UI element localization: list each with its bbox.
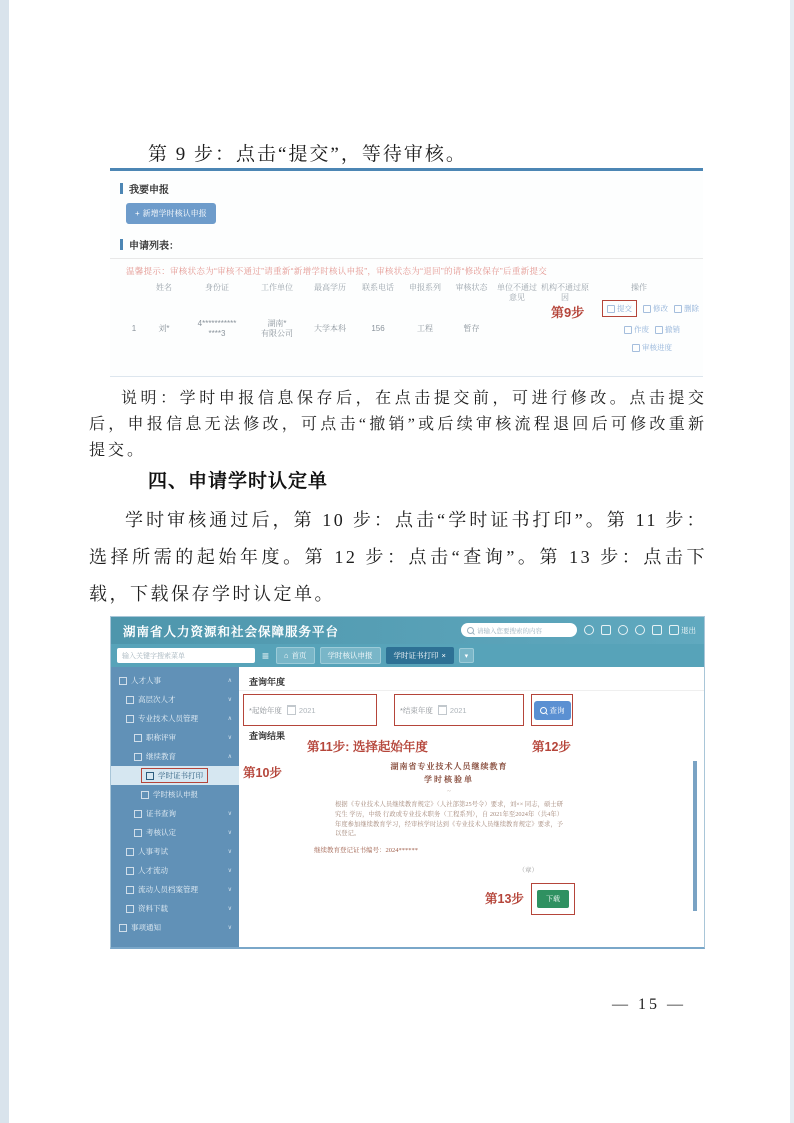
more-tabs-button[interactable]: ▾ (459, 648, 474, 663)
menu-item-icon (134, 734, 142, 742)
revoke-button[interactable]: 撤销 (655, 324, 680, 335)
sidebar-item-credit-declare[interactable]: 学时核认申报 (111, 785, 239, 804)
menu-item-icon (141, 791, 149, 799)
step10-highlight-box: 学时证书打印 (141, 768, 208, 783)
status-badge: 暂存 (463, 324, 480, 334)
divider (110, 258, 703, 259)
chevron-icon: ∧ (227, 678, 232, 684)
scrollbar[interactable] (693, 761, 697, 911)
plus-icon: + (135, 209, 140, 218)
main-panel (239, 667, 704, 947)
col-status: 审核状态 (455, 283, 488, 292)
chevron-icon: ∧ (227, 754, 232, 760)
query-result-heading: 查询结果 (249, 731, 286, 741)
fullscreen-icon[interactable] (601, 625, 611, 635)
tab-home[interactable]: ⌂ 首页 (276, 647, 315, 664)
col-series: 申报系列 (409, 283, 441, 292)
end-year-field[interactable]: *结束年度 2021 (400, 705, 467, 715)
certificate-title-line1: 湖南省专业技术人员继续教育 (390, 762, 508, 771)
menu-item-icon (126, 848, 134, 856)
sidebar-item-professional-mgmt[interactable]: 专业技术人员管理 ∧ (111, 709, 239, 728)
search-icon (467, 627, 474, 634)
col-degree: 最高学历 (314, 283, 346, 292)
delete-button[interactable]: 删除 (674, 303, 699, 314)
edit-button[interactable]: 修改 (643, 303, 668, 314)
menu-item-icon (119, 924, 127, 932)
section-bar-icon (120, 239, 123, 250)
menu-item-icon (119, 677, 127, 685)
sidebar-item-continuing-education[interactable]: 继续教育 ∧ (111, 747, 239, 766)
logout-button[interactable]: 退出 (669, 625, 696, 636)
certificate-title-line2: 学时核验单 (424, 775, 474, 784)
new-application-button[interactable]: + 新增学时核认申报 (126, 203, 216, 224)
page-number: — 15 — (612, 996, 686, 1013)
menu-item-icon (126, 867, 134, 875)
submit-icon (607, 305, 615, 313)
query-year-heading: 查询年度 (249, 677, 286, 687)
scan-edge-left (0, 0, 9, 1123)
menu-search-input[interactable]: 输入关键字搜索菜单 (117, 648, 255, 663)
volume-icon[interactable] (618, 625, 628, 635)
step11-highlight-box-start-year (243, 694, 377, 726)
highlight-box-end-year (394, 694, 524, 726)
chevron-icon: ∨ (227, 849, 232, 855)
col-phone: 联系电话 (362, 283, 394, 292)
menu-icon[interactable]: ≡ (262, 648, 270, 663)
sidebar-item-talent-hr[interactable]: 人才人事 ∧ (111, 671, 239, 690)
step12-highlight-box-query (531, 694, 573, 726)
void-icon (624, 326, 632, 334)
help-icon[interactable] (652, 625, 662, 635)
download-button[interactable]: 下载 (537, 890, 569, 908)
col-name: 姓名 (156, 283, 172, 292)
tab-credit-declare[interactable]: 学时核认申报 (320, 647, 381, 664)
sidebar-item-exams[interactable]: 人事考试 ∨ (111, 842, 239, 861)
void-button[interactable]: 作废 (624, 324, 649, 335)
list-section-heading: 申请列表： (120, 237, 179, 252)
step9-annotation: 第9步 (551, 305, 585, 320)
col-id: 身份证 (205, 283, 229, 292)
step11-annotation: 第11步: 选择起始年度 (307, 740, 428, 754)
query-button[interactable]: 查询 (534, 701, 571, 720)
chevron-icon: ∨ (227, 697, 232, 703)
sidebar-item-assessment[interactable]: 考核认定 ∨ (111, 823, 239, 842)
chevron-icon: ∨ (227, 735, 232, 741)
menu-item-icon (134, 753, 142, 761)
calendar-icon (438, 705, 447, 715)
certificate-mark: ~ (447, 789, 451, 795)
col-unit-opinion: 单位不通过意见 (497, 283, 537, 302)
step13-annotation: 第13步 (485, 892, 524, 906)
divider (239, 690, 704, 691)
edit-icon (643, 305, 651, 313)
global-search-input[interactable]: 请输入您要搜索的内容 (461, 623, 577, 637)
col-actions: 操作 (631, 283, 647, 292)
certificate-preview (294, 761, 604, 874)
platform-screenshot (110, 616, 705, 949)
chevron-icon: ∨ (227, 925, 232, 931)
sidebar-item-certificate-query[interactable]: 证书查询 ∨ (111, 804, 239, 823)
tab-certificate-print[interactable]: 学时证书打印 × (386, 647, 454, 664)
chevron-icon: ∨ (227, 906, 232, 912)
step9-heading: 第 9 步：点击“提交”，等待审核。 (148, 144, 467, 165)
logout-icon (669, 625, 679, 635)
chevron-icon: ∧ (227, 716, 232, 722)
col-company: 工作单位 (261, 283, 293, 292)
sidebar-item-archives[interactable]: 流动人员档案管理 ∨ (111, 880, 239, 899)
menu-item-icon (126, 905, 134, 913)
start-year-field[interactable]: *起始年度 2021 (249, 705, 316, 715)
menu-item-icon (126, 715, 134, 723)
home-icon: ⌂ (284, 651, 289, 660)
menu-item-icon (146, 772, 154, 780)
platform-header (111, 617, 704, 644)
table-row: 1 刘* 4*********** ****3 湖南* 有限公司 大学本科 156 工程 暂存 (125, 319, 688, 340)
user-icon[interactable] (635, 625, 645, 635)
certificate-body-text: 根据《专业技术人员继续教育规定》（人社部第25号令）要求，刘×× 同志，硕士研究生 学历，中级 行政或专业技术职务（工程系列），自 2021年至2024年（共4年）年度参加继续教育学习，经审核学时达到《专业技术人员继续教育规定》要求，予以登记。 (335, 801, 563, 838)
sidebar-item-talent-flow[interactable]: 人才流动 ∨ (111, 861, 239, 880)
sidebar-item-certificate-print[interactable] (111, 766, 239, 785)
review-progress-button[interactable]: 审核进度 (632, 342, 672, 353)
platform-title: 湖南省人力资源和社会保障服务平台 (123, 624, 340, 639)
steps-paragraph: 学时审核通过后，第 10 步：点击“学时证书打印”。第 11 步：选择所需的起始年度。第 12 步：点击“查询”。第 13 步：点击下载，下载保存学时认定单。 (89, 510, 707, 604)
step10-annotation: 第10步 (243, 766, 282, 780)
chevron-icon: ∨ (227, 868, 232, 874)
progress-icon (632, 344, 640, 352)
revoke-icon (655, 326, 663, 334)
step12-annotation: 第12步 (532, 740, 571, 754)
menu-item-icon (134, 810, 142, 818)
row-actions (602, 300, 702, 353)
menu-item-icon (126, 696, 134, 704)
calendar-icon (287, 705, 296, 715)
menu-item-icon (126, 886, 134, 894)
section4-heading: 四、申请学时认定单 (148, 471, 329, 492)
tab-bar (111, 644, 704, 667)
col-org-reason: 机构不通过原因 (541, 283, 589, 302)
step13-highlight-box-download (531, 883, 575, 915)
certificate-seal-placeholder: （章） (518, 867, 538, 874)
close-icon[interactable]: × (441, 651, 446, 660)
application-list-screenshot (110, 168, 703, 377)
note-paragraph: 说明：学时申报信息保存后，在点击提交前，可进行修改。点击提交后，申报信息无法修改，可点击“撤销”或后续审核流程退回后可修改重新提交。 (89, 390, 707, 459)
warning-tip: 温馨提示：审核状态为“审核不通过”请重新“新增学时核认申报”，审核状态为“退回”的请“修改保存”后重新提交 (126, 266, 548, 276)
chevron-icon: ∨ (227, 830, 232, 836)
certificate-number: 继续教育登记证书编号：2024****** (314, 847, 418, 854)
delete-icon (674, 305, 682, 313)
chevron-icon: ∨ (227, 887, 232, 893)
bell-icon[interactable] (584, 625, 594, 635)
scan-edge-right (790, 0, 794, 1123)
search-icon (540, 707, 547, 714)
section-bar-icon (120, 183, 123, 194)
menu-item-icon (134, 829, 142, 837)
sidebar-item-title-review[interactable]: 职称评审 ∨ (111, 728, 239, 747)
sidebar-item-high-level-talent[interactable]: 高层次人才 ∨ (111, 690, 239, 709)
submit-button[interactable]: 提交 (602, 300, 637, 317)
sidebar-item-downloads[interactable]: 资料下载 ∨ (111, 899, 239, 918)
declare-section-heading: 我要申报 (120, 181, 169, 196)
sidebar-item-notices[interactable]: 事项通知 ∨ (111, 918, 239, 937)
sidebar (111, 667, 239, 947)
chevron-icon: ∨ (227, 811, 232, 817)
